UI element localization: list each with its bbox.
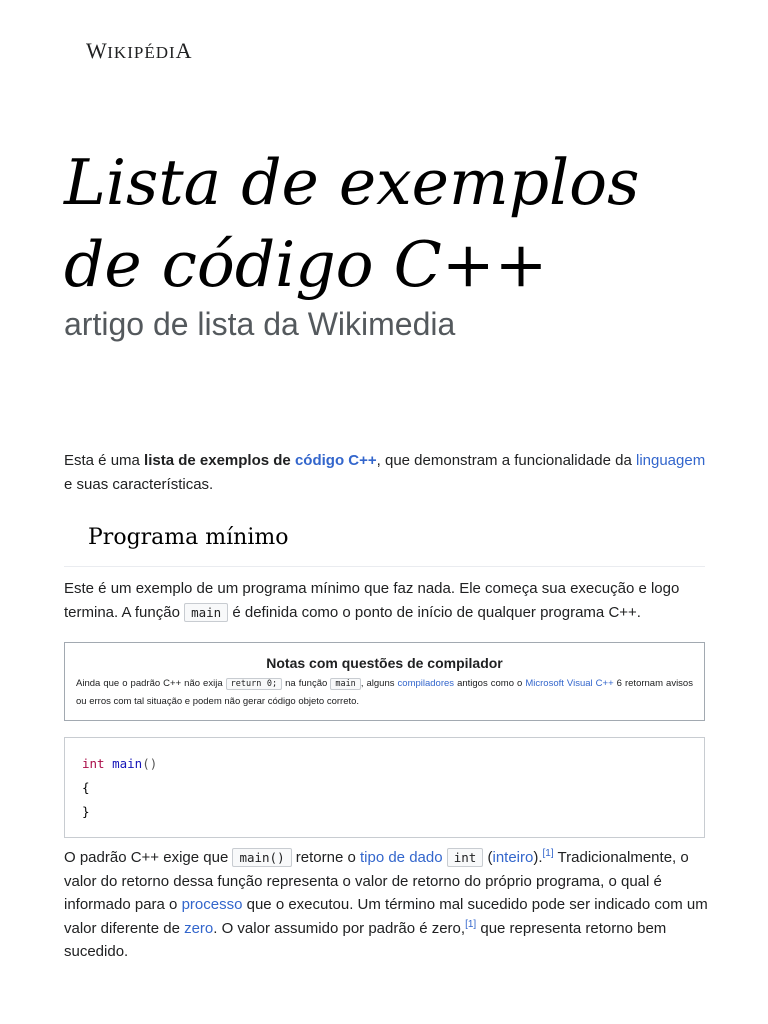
- logo-letter-a: A: [175, 38, 193, 63]
- code-function: main: [112, 756, 143, 771]
- notebox-body: Ainda que o padrão C++ não exija return 0; na função main , alguns compiladores antigos como o Microsoft Visual C++ 6 retornam avisos ou erros com tal situação e podem não gerar código objeto correto.: [76, 678, 693, 707]
- code-close-brace: }: [82, 804, 90, 819]
- code-block: [64, 737, 705, 838]
- link-inteiro[interactable]: inteiro: [492, 849, 534, 866]
- link-zero[interactable]: zero: [184, 919, 214, 937]
- return-paragraph: O padrão C++ exige que main() retorne o tipo de dado int (inteiro).[1] Tradicionalmente, o valor do retorno dessa função representa o valor de retorno do próprio programa, o qual é informado para o processo que o executou. Um término mal sucedido pode ser indicado com um valor diferente de zero. O valor assumido por padrão é zero,[1] que representa retorno bem sucedido.: [64, 848, 708, 960]
- inline-code: main: [184, 603, 228, 622]
- section-heading: Programa mínimo: [88, 525, 289, 550]
- section-paragraph: Este é um exemplo de um programa mínimo que faz nada. Ele começa sua execução e logo termina. A função main é definida como o ponto de início de qualquer programa C++.: [64, 580, 680, 621]
- inline-code: return 0;: [226, 678, 282, 690]
- inline-code: int: [447, 848, 484, 867]
- code-keyword: int: [82, 756, 105, 771]
- intro-paragraph: Esta é uma lista de exemplos de código C++, que demonstram a funcionalidade da linguagem e suas características.: [64, 452, 706, 493]
- code-parens: (): [142, 756, 158, 771]
- inline-code: main: [330, 678, 360, 690]
- reference-link[interactable]: [1]: [542, 848, 554, 859]
- link-codigo-cpp[interactable]: código C++: [294, 452, 377, 469]
- compiler-notes-box: [64, 642, 705, 721]
- section-divider: [64, 566, 705, 567]
- link-linguagem[interactable]: linguagem: [635, 452, 706, 469]
- bold-term: lista de exemplos de: [144, 452, 295, 469]
- link-processo[interactable]: processo: [181, 896, 243, 913]
- link-tipo-de-dado[interactable]: tipo de dado: [359, 849, 443, 866]
- logo-letter-w: W: [86, 38, 108, 63]
- page-subtitle: artigo de lista da Wikimedia: [64, 306, 456, 342]
- logo-letters: IKIPÉDI: [107, 43, 176, 62]
- reference-link[interactable]: [1]: [465, 918, 477, 930]
- link-visual-cpp[interactable]: Microsoft Visual C++: [525, 678, 614, 689]
- page-title: Lista de exemplos de código C++: [64, 146, 640, 301]
- inline-code: main(): [232, 848, 291, 867]
- notebox-title: Notas com questões de compilador: [266, 655, 503, 671]
- code-open-brace: {: [82, 780, 90, 795]
- link-compiladores[interactable]: compiladores: [397, 678, 455, 689]
- wikipedia-logo[interactable]: [86, 38, 192, 64]
